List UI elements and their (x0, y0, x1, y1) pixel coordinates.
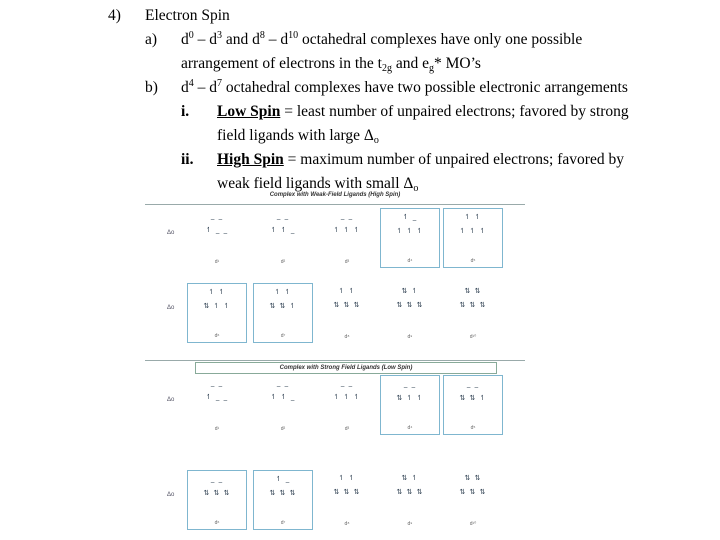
eg-orbitals: _ _ (276, 379, 290, 387)
t2g-orbitals: ⇅ ⇅ ⇅ (459, 488, 487, 496)
electron-count: d⁶ (214, 333, 220, 339)
electron-count: d¹⁰ (469, 521, 477, 527)
electron-count: d⁶ (214, 520, 220, 526)
electron-count: d⁵ (470, 425, 476, 431)
electron-count: d⁵ (470, 258, 476, 264)
t2g-orbitals: ↿ _ _ (205, 393, 229, 401)
electron-count: d⁴ (407, 425, 413, 431)
section-number: 4) (108, 7, 121, 24)
t2g-orbitals: ↿ ↿ ↿ (333, 393, 361, 401)
t2g-orbitals: ⇅ ⇅ ⇅ (333, 488, 361, 496)
t2g-orbitals: ⇅ ⇅ ⇅ (396, 488, 424, 496)
electron-count: d⁸ (344, 521, 350, 527)
t2g-orbitals: ↿ ↿ ↿ (396, 227, 424, 235)
orbital-diagram-cell (253, 208, 313, 268)
delta-o-label: Δo (167, 492, 175, 498)
electron-count: d⁸ (344, 334, 350, 340)
item-a-line2: arrangement of electrons in the $t_{2g}$ and $e_g*$ MO’s (181, 55, 481, 74)
orbital-diagram-cell (253, 470, 313, 530)
orbital-diagram-cell (380, 208, 440, 268)
eg-orbitals: ⇅ ↿ (401, 287, 419, 295)
eg-orbitals: _ _ (210, 212, 224, 220)
orbital-diagram-cell (317, 470, 377, 530)
orbital-diagram-cell (443, 283, 503, 343)
t2g-orbitals: ↿ ↿ _ (270, 393, 296, 401)
eg-orbitals: ↿ ↿ (464, 213, 482, 221)
eg-orbitals: _ _ (210, 379, 224, 387)
orbital-diagram-cell (317, 208, 377, 268)
eg-orbitals: _ _ (340, 379, 354, 387)
subitem-ii-line1: High Spin = maximum number of unpaired electrons; favored by (217, 151, 624, 168)
t2g-orbitals: ⇅ ⇅ ↿ (269, 302, 297, 310)
subitem-ii-label: ii. (181, 151, 194, 168)
subitem-ii-line2: weak field ligands with small $\Delta_o$ (217, 175, 419, 194)
subitem-i-line1: Low Spin = least number of unpaired electrons; favored by strong (217, 103, 629, 120)
t2g-orbitals: ⇅ ⇅ ⇅ (269, 489, 297, 497)
t2g-orbitals: ↿ _ _ (205, 226, 229, 234)
electron-count: d¹ (214, 426, 220, 432)
eg-orbitals: _ _ (403, 380, 417, 388)
figure-divider (145, 360, 525, 361)
figure-divider (145, 204, 525, 205)
eg-orbitals: ↿ ↿ (274, 288, 292, 296)
eg-orbitals: _ _ (276, 212, 290, 220)
electron-count: d³ (344, 259, 350, 265)
high-spin-panel-title: Complex with Weak-Field Ligands (High Spin) (269, 192, 401, 198)
eg-orbitals: ↿ ↿ (208, 288, 226, 296)
item-b-label: b) (145, 79, 158, 96)
orbital-diagram-cell (187, 375, 247, 435)
t2g-orbitals: ⇅ ⇅ ⇅ (203, 489, 231, 497)
electron-count: d⁹ (407, 334, 413, 340)
orbital-diagram-cell (317, 283, 377, 343)
subitem-i-label: i. (181, 103, 190, 120)
eg-orbitals: ↿ _ (275, 475, 291, 483)
orbital-diagram-cell (443, 470, 503, 530)
section-title: Electron Spin (145, 7, 230, 24)
orbital-diagram-cell (380, 375, 440, 435)
t2g-orbitals: ⇅ ↿ ↿ (203, 302, 231, 310)
orbital-diagram-cell (187, 470, 247, 530)
orbital-diagram-cell (253, 283, 313, 343)
orbital-diagram-cell (443, 375, 503, 435)
item-b-line1: $d^4 - d^7$ octahedral complexes have two possible electronic arrangements (181, 78, 628, 96)
orbital-diagram-cell (253, 375, 313, 435)
eg-orbitals: ⇅ ⇅ (464, 474, 482, 482)
orbital-diagram-cell (187, 283, 247, 343)
t2g-orbitals: ⇅ ⇅ ⇅ (396, 301, 424, 309)
orbital-diagram-cell (443, 208, 503, 268)
t2g-orbitals: ↿ ↿ _ (270, 226, 296, 234)
eg-orbitals: _ _ (340, 212, 354, 220)
electron-count: d² (280, 259, 286, 265)
subitem-i-line2: field ligands with large $\Delta_o$ (217, 127, 379, 146)
electron-count: d⁹ (407, 521, 413, 527)
orbital-diagram-cell (317, 375, 377, 435)
high-spin-term: High Spin (217, 151, 284, 168)
low-spin-term: Low Spin (217, 103, 281, 120)
delta-o-label: Δo (167, 397, 175, 403)
t2g-orbitals: ↿ ↿ ↿ (333, 226, 361, 234)
delta-o-label: Δo (167, 305, 175, 311)
electron-count: d³ (344, 426, 350, 432)
eg-orbitals: _ _ (210, 475, 224, 483)
spin-diagram-figure (145, 190, 525, 540)
orbital-diagram-cell (187, 208, 247, 268)
eg-orbitals: _ _ (466, 380, 480, 388)
t2g-orbitals: ⇅ ⇅ ⇅ (333, 301, 361, 309)
electron-count: d¹ (214, 259, 220, 265)
eg-orbitals: ↿ ↿ (338, 474, 356, 482)
delta-o-label: Δo (167, 230, 175, 236)
electron-count: d⁴ (407, 258, 413, 264)
item-a-line1: $d^0 - d^3$ and $d^8 - d^{10}$ octahedral complexes have only one possible (181, 30, 583, 48)
t2g-orbitals: ⇅ ↿ ↿ (396, 394, 424, 402)
low-spin-panel-title: Complex with Strong Field Ligands (Low Spin) (195, 362, 497, 374)
orbital-diagram-cell (380, 283, 440, 343)
eg-orbitals: ↿ ↿ (338, 287, 356, 295)
electron-count: d⁷ (280, 520, 286, 526)
item-a-label: a) (145, 31, 158, 48)
electron-count: d⁷ (280, 333, 286, 339)
orbital-diagram-cell (380, 470, 440, 530)
eg-orbitals: ↿ _ (402, 213, 418, 221)
t2g-orbitals: ⇅ ⇅ ↿ (459, 394, 487, 402)
electron-count: d² (280, 426, 286, 432)
t2g-orbitals: ↿ ↿ ↿ (459, 227, 487, 235)
t2g-orbitals: ⇅ ⇅ ⇅ (459, 301, 487, 309)
eg-orbitals: ⇅ ⇅ (464, 287, 482, 295)
electron-count: d¹⁰ (469, 334, 477, 340)
eg-orbitals: ⇅ ↿ (401, 474, 419, 482)
